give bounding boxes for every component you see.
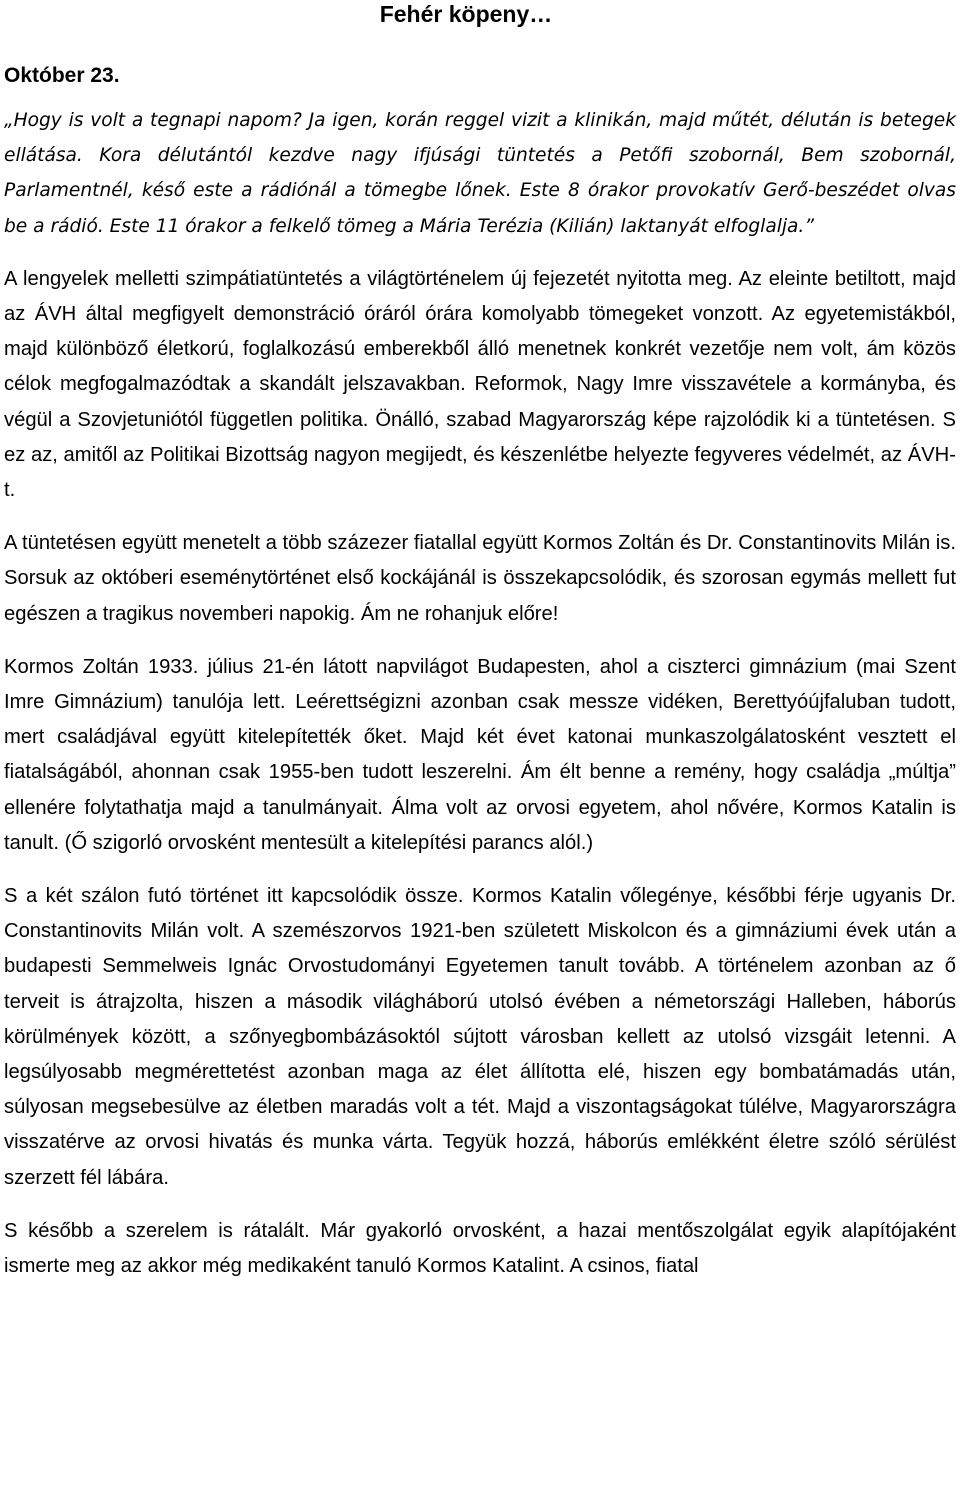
diary-quote: „Hogy is volt a tegnapi napom? Ja igen, korán reggel vizit a klinikán, majd műtét, délután is betegek ellátása. Kora délutántól kezdve nagy ifjúsági tüntetés a Petőfi szobornál, Bem szobornál, Parlamentnél, késő este a rádiónál a tömegbe lőnek. Este 8 órakor provokatív Gerő-beszédet olvas be a rádió. Este 11 órakor a felkelő tömeg a Mária Terézia (Kilián) laktanyát elfoglalja.” [4, 110, 956, 237]
document-title: Fehér köpeny… [379, 1, 553, 27]
document-page [4, 0, 956, 1284]
paragraph-participants: A tüntetésen együtt menetelt a több százezer fiatallal együtt Kormos Zoltán és Dr. Constantinovits Milán is. Sorsuk az októberi eseménytörténet első kockájánál is összekapcsolódik, és szorosan egymás mellett fut egészen a tragikus novemberi napokig. Ám ne rohanjuk előre! [4, 532, 956, 625]
paragraph-kormos-zoltan: Kormos Zoltán 1933. július 21-én látott napvilágot Budapesten, ahol a ciszterci gimnázium (mai Szent Imre Gimnázium) tanulója lett. Leérettségizni azonban csak messze vidéken, Berettyóújfaluban tudott, mert családjával együtt kitelepítették őket. Majd két évet katonai munkaszolgálatosként vesztett el fiatalságából, ahonnan csak 1955-ben tudott leszerelni. Ám élt benne a remény, hogy családja „múltja” ellenére folytathatja majd a tanulmányait. Álma volt az orvosi egyetem, ahol nővére, Kormos Katalin is tanult. (Ő szigorló orvosként mentesült a kitelepítési parancs alól.) [4, 655, 956, 854]
paragraph-constantinovits: S a két szálon futó történet itt kapcsolódik össze. Kormos Katalin vőlegénye, későbbi férje ugyanis Dr. Constantinovits Milán volt. A szemészorvos 1921-ben született Miskolcon és a gimnáziumi évek után a budapesti Semmelweis Ignác Orvostudományi Egyetemen tanult tovább. A történelem azonban az ő terveit is átrajzolta, hiszen a második világháború utolsó évében a németországi Halleben, háborús körülmények között, a szőnyegbombázásoktól sújtott városban kellett az utolsó vizsgáit letenni. A legsúlyosabb megmérettetést azonban maga az élet állította elé, hiszen egy bombatámadás után, súlyosan megsebesülve az életben maradás volt a tét. Majd a viszontagságokat túlélve, Magyarországra visszatérve az orvosi hivatás és munka várta. Tegyük hozzá, háborús emlékként életre szóló sérülést szerzett fél lábára. [4, 885, 956, 1189]
entry-date: Október 23. [4, 64, 120, 87]
paragraph-demonstration: A lengyelek melletti szimpátiatüntetés a világtörténelem új fejezetét nyitotta meg. Az eleinte betiltott, majd az ÁVH által megfigyelt demonstráció óráról órára komolyabb tömegeket vonzott. Az egyetemistákból, majd különböző életkorú, foglalkozású emberekből álló menetnek konkrét vezetője nem volt, ám közös célok megfogalmazódtak a skandált jelszavakban. Reformok, Nagy Imre visszavétele a kormányba, és végül a Szovjetuniótól független politika. Önálló, szabad Magyarország képe rajzolódik ki a tüntetésen. S ez az, amitől az Politikai Bizottság nagyon megijedt, és készenlétbe helyezte fegyveres védelmét, az ÁVH-t. [4, 267, 956, 502]
paragraph-love-story: S később a szerelem is rátalált. Már gyakorló orvosként, a hazai mentőszolgálat egyik alapítójaként ismerte meg az akkor még medikaként tanuló Kormos Katalint. A csinos, fiatal [4, 1219, 956, 1278]
